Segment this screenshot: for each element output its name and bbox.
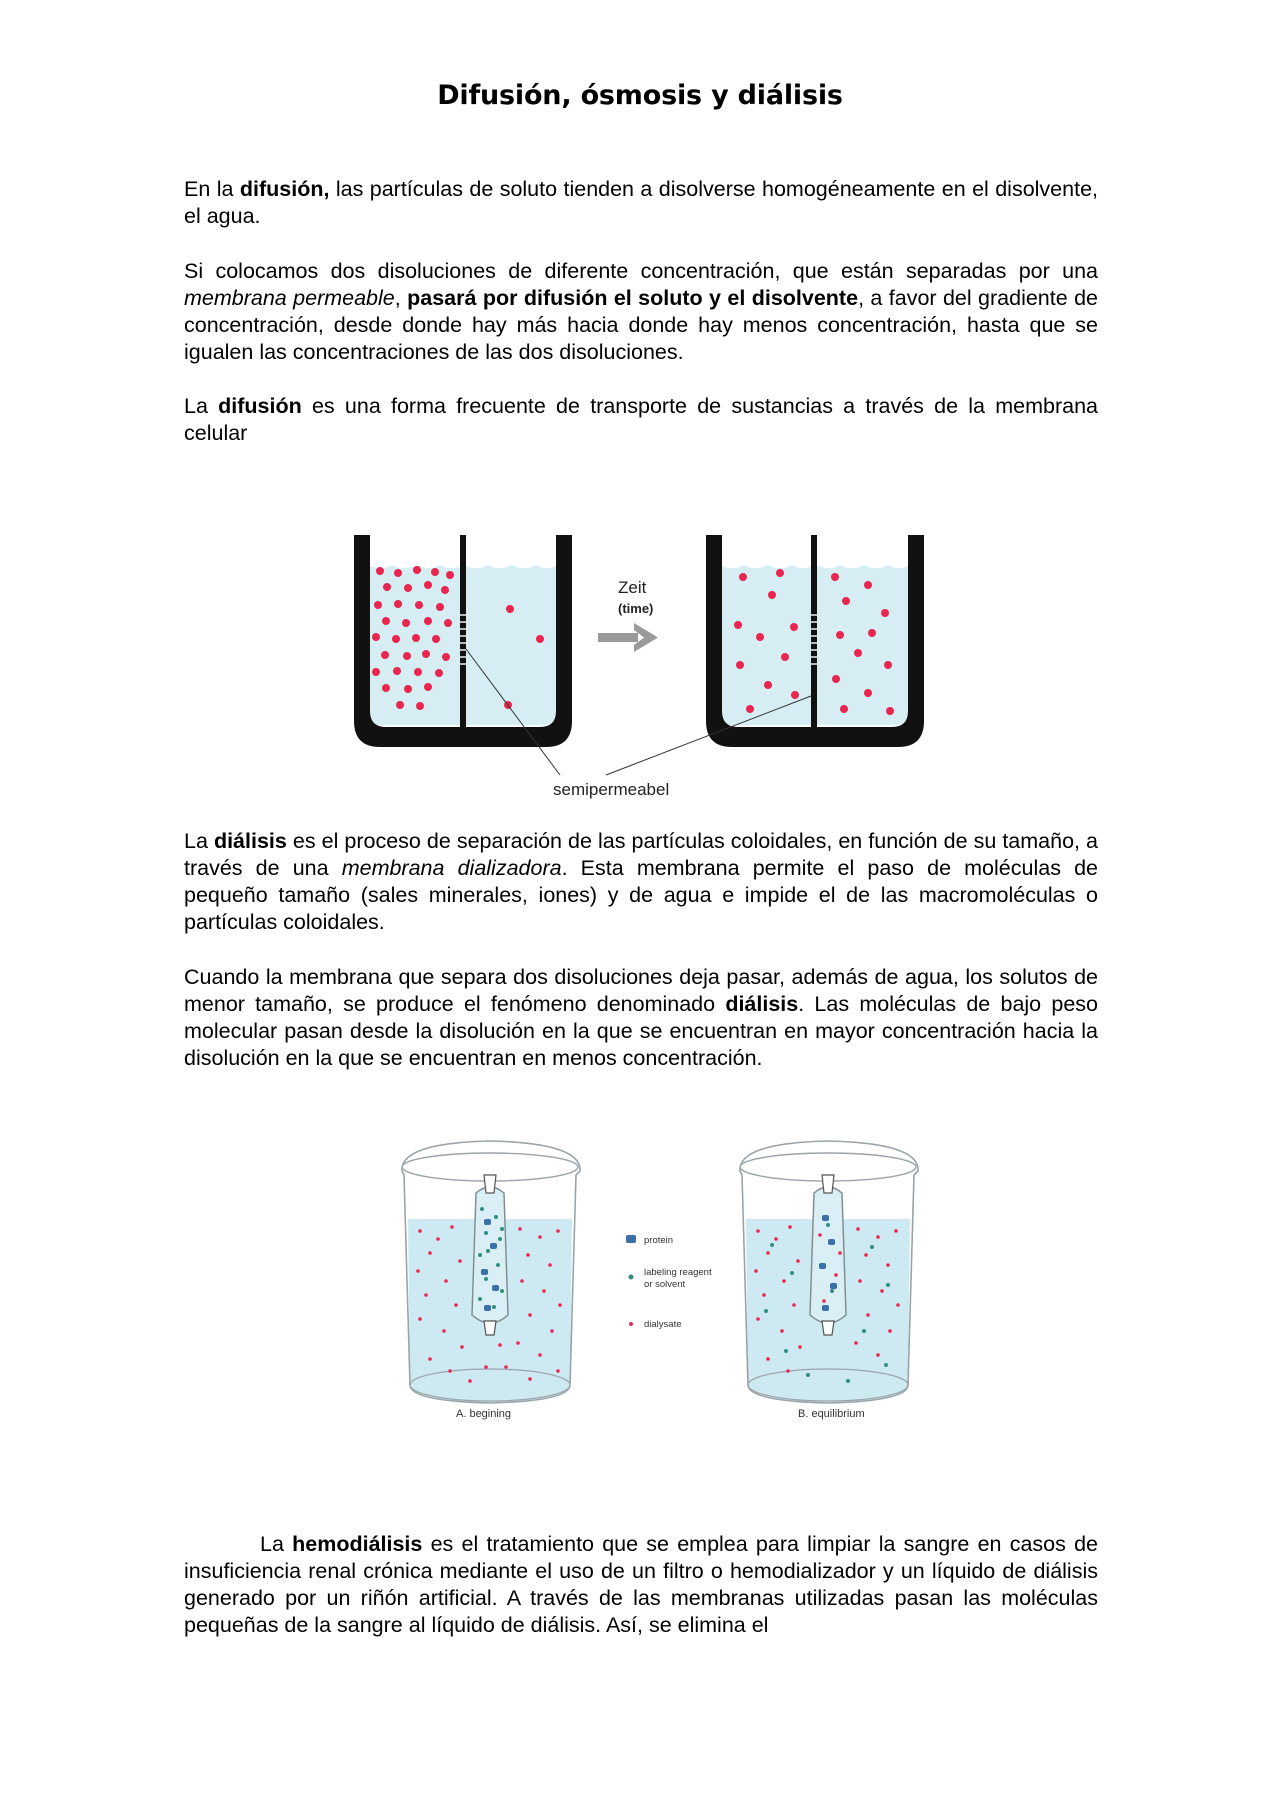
membrane-left bbox=[460, 535, 466, 731]
legend-reagent-line1: labeling reagent bbox=[644, 1267, 712, 1278]
dialysis-legend bbox=[626, 1235, 712, 1330]
legend-reagent-line2: or solvent bbox=[644, 1279, 686, 1290]
legend-dialysate: dialysate bbox=[644, 1319, 682, 1330]
paragraph-dialysis-phenomenon: Cuando la membrana que separa dos disoluciones deja pasar, además de agua, los solutos de menor tamaño, se produce el fenómeno denominado diálisis. Las moléculas de bajo peso molecular pasan desde la disolución en la que se encuentran en mayor concentración hacia la disolución en la que se encuentran en menos concentración. bbox=[184, 965, 1098, 1070]
diffusion-container-after bbox=[706, 535, 924, 747]
time-arrow bbox=[598, 578, 658, 652]
protein-legend-icon bbox=[626, 1235, 636, 1243]
caption-equilibrium: B. equilibrium bbox=[798, 1408, 865, 1420]
paragraph-diffusion-transport: La difusión es una forma frecuente de transporte de sustancias a través de la membrana celular bbox=[184, 394, 1098, 445]
membrane-right bbox=[811, 535, 817, 731]
diffusion-container-before bbox=[354, 535, 572, 747]
paragraph-diffusion-intro: En la difusión, las partículas de soluto tienden a disolverse homogéneamente en el disolvente, el agua. bbox=[184, 177, 1098, 228]
time-label: Zeit bbox=[618, 578, 647, 597]
page-title: Difusión, ósmosis y diálisis bbox=[437, 80, 843, 111]
time-sublabel: (time) bbox=[618, 601, 654, 616]
paragraph-hemodialysis: La hemodiálisis es el tratamiento que se emplea para limpiar la sangre en casos de insuficiencia renal crónica mediante el uso de un filtro o hemodializador y un líquido de diálisis generado por un riñón artificial. A través de las membranas utilizadas pasan las moléculas pequeñas de la sangre al líquido de diálisis. Así, se elimina el bbox=[184, 1532, 1098, 1637]
paragraph-dialysis-definition: La diálisis es el proceso de separación de las partículas coloidales, en función de su tamaño, a través de una membrana dializadora. Esta membrana permite el paso de moléculas de pequeño tamaño (sales minerales, iones) y de agua e impide el de las macromoléculas o partículas coloidales. bbox=[184, 829, 1098, 934]
diffusion-figure bbox=[340, 525, 940, 800]
beaker-beginning bbox=[402, 1141, 580, 1403]
beaker-equilibrium bbox=[740, 1141, 918, 1403]
dialysis-figure bbox=[390, 1135, 970, 1425]
legend-protein: protein bbox=[644, 1235, 674, 1246]
paragraph-permeable-membrane: Si colocamos dos disoluciones de diferente concentración, que están separadas por una membrana permeable, pasará por difusión el soluto y el disolvente, a favor del gradiente de concentración, desde donde hay más hacia donde hay menos concentración, hasta que se igualen las concentraciones de las dos disoluciones. bbox=[184, 259, 1098, 364]
membrane-label: semipermeabel bbox=[553, 780, 670, 799]
dialysate-legend-icon bbox=[629, 1322, 633, 1326]
reagent-legend-icon bbox=[629, 1275, 634, 1280]
caption-beginning: A. begining bbox=[456, 1408, 512, 1420]
